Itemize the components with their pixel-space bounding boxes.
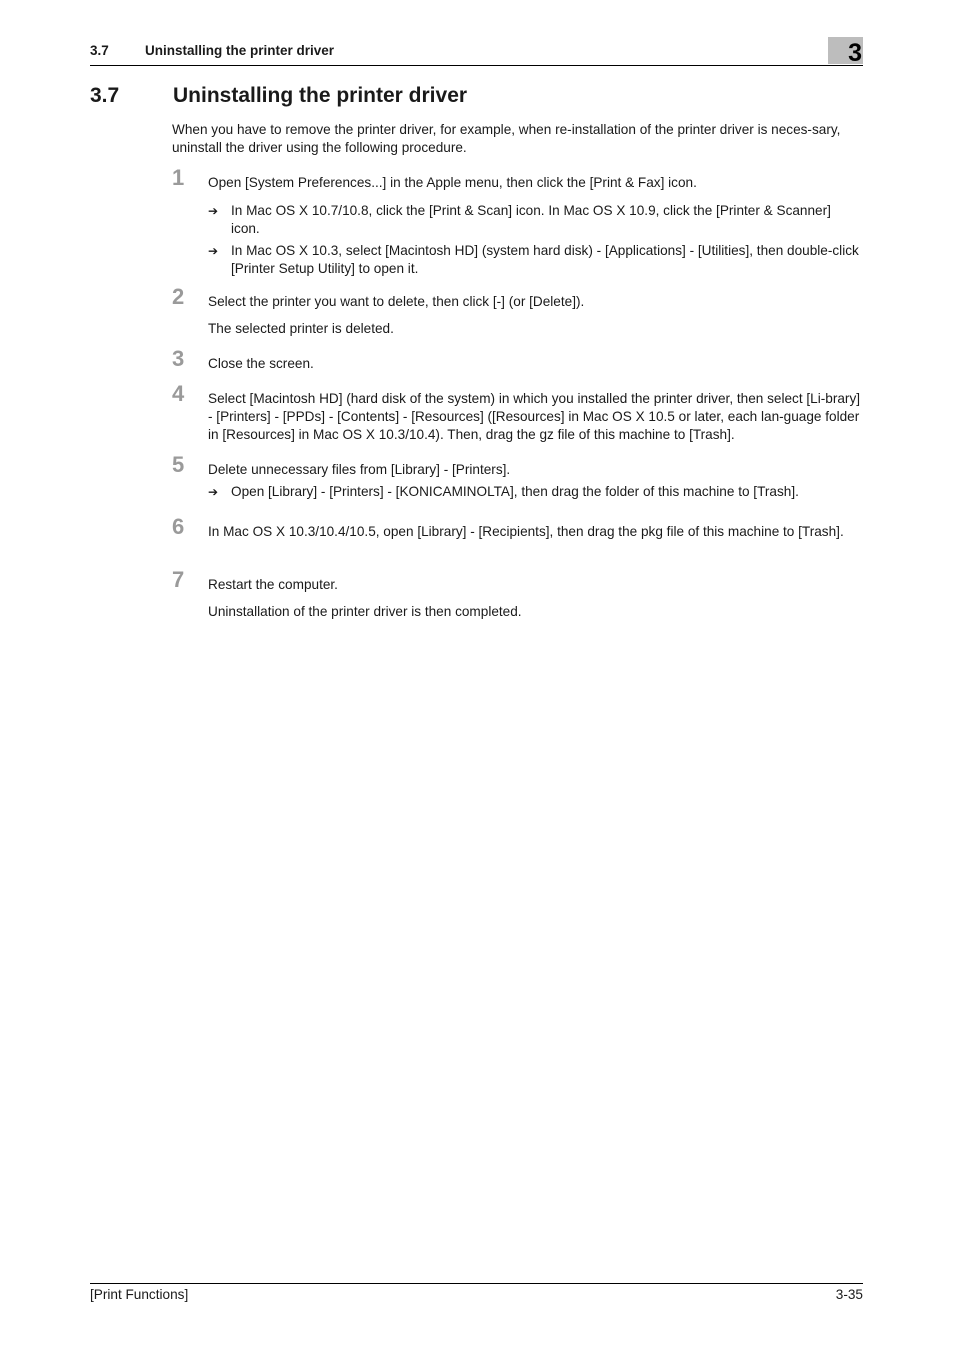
step-text: Open [System Preferences...] in the Apple menu, then click the [Print & Fax] icon. [208, 175, 697, 190]
step-result-note: Uninstallation of the printer driver is then completed. [208, 604, 522, 619]
footer-page-number: 3-35 [835, 1287, 863, 1302]
bullet-item [208, 202, 862, 238]
step-number: 7 [172, 567, 185, 592]
step-text: Select the printer you want to delete, then click [-] (or [Delete]). [208, 294, 585, 309]
bullet-item [208, 483, 862, 501]
bullet-text: In Mac OS X 10.3, select [Macintosh HD] (system hard disk) - [Applications] - [Utilities], then double-click [Printer Setup Utility] to open it. [231, 243, 859, 276]
step-bullets [208, 202, 862, 278]
bullet-text: Open [Library] - [Printers] - [KONICAMINOLTA], then drag the folder of this machine to [Trash]. [231, 484, 799, 499]
chapter-number-tab: 3 [828, 37, 863, 64]
step-3 [172, 346, 862, 373]
step-number: 4 [172, 381, 185, 406]
footer-manual-title: [Print Functions] [90, 1287, 189, 1302]
step-2 [172, 284, 862, 338]
step-number: 5 [172, 452, 185, 477]
arrow-icon: ➔ [208, 485, 219, 499]
section-heading-number: 3.7 [90, 84, 120, 107]
page-footer [90, 1283, 863, 1304]
bullet-text: In Mac OS X 10.7/10.8, click the [Print & Scan] icon. In Mac OS X 10.9, click the [Printer & Scanner] icon. [231, 203, 831, 236]
step-number: 6 [172, 514, 185, 539]
step-bullets [208, 483, 862, 501]
step-number: 1 [172, 165, 185, 190]
step-text: Select [Macintosh HD] (hard disk of the system) in which you installed the printer driver, then select [Li-brary] - [Printers] - [PPDs] - [Contents] - [Resources] ([Resources] in Mac OS X 10.5 or later, each lan-guage folder in [Resources] in Mac OS X 10.3/10.4). Then, drag the gz file of this machine to [Trash]. [208, 391, 861, 442]
arrow-icon: ➔ [208, 204, 219, 218]
step-7 [172, 567, 862, 621]
section-heading-title: Uninstalling the printer driver [173, 84, 468, 107]
bullet-item [208, 242, 862, 278]
step-text: Delete unnecessary files from [Library] - [Printers]. [208, 462, 511, 477]
step-text: In Mac OS X 10.3/10.4/10.5, open [Library] - [Recipients], then drag the pkg file of this machine to [Trash]. [208, 524, 844, 539]
arrow-icon: ➔ [208, 244, 219, 258]
running-header [90, 40, 863, 66]
step-number: 2 [172, 284, 185, 309]
header-section-number: 3.7 [90, 43, 109, 58]
step-5 [172, 452, 862, 501]
header-section-title: Uninstalling the printer driver [145, 43, 335, 58]
step-4 [172, 381, 862, 444]
step-6 [172, 514, 862, 541]
step-result-note: The selected printer is deleted. [208, 321, 394, 336]
step-1 [172, 165, 862, 278]
step-number: 3 [172, 346, 185, 371]
step-text: Close the screen. [208, 356, 314, 371]
intro-paragraph: When you have to remove the printer driver, for example, when re-installation of the printer driver is neces-sary, uninstall the driver using the following procedure. [172, 122, 841, 155]
step-text: Restart the computer. [208, 577, 338, 592]
